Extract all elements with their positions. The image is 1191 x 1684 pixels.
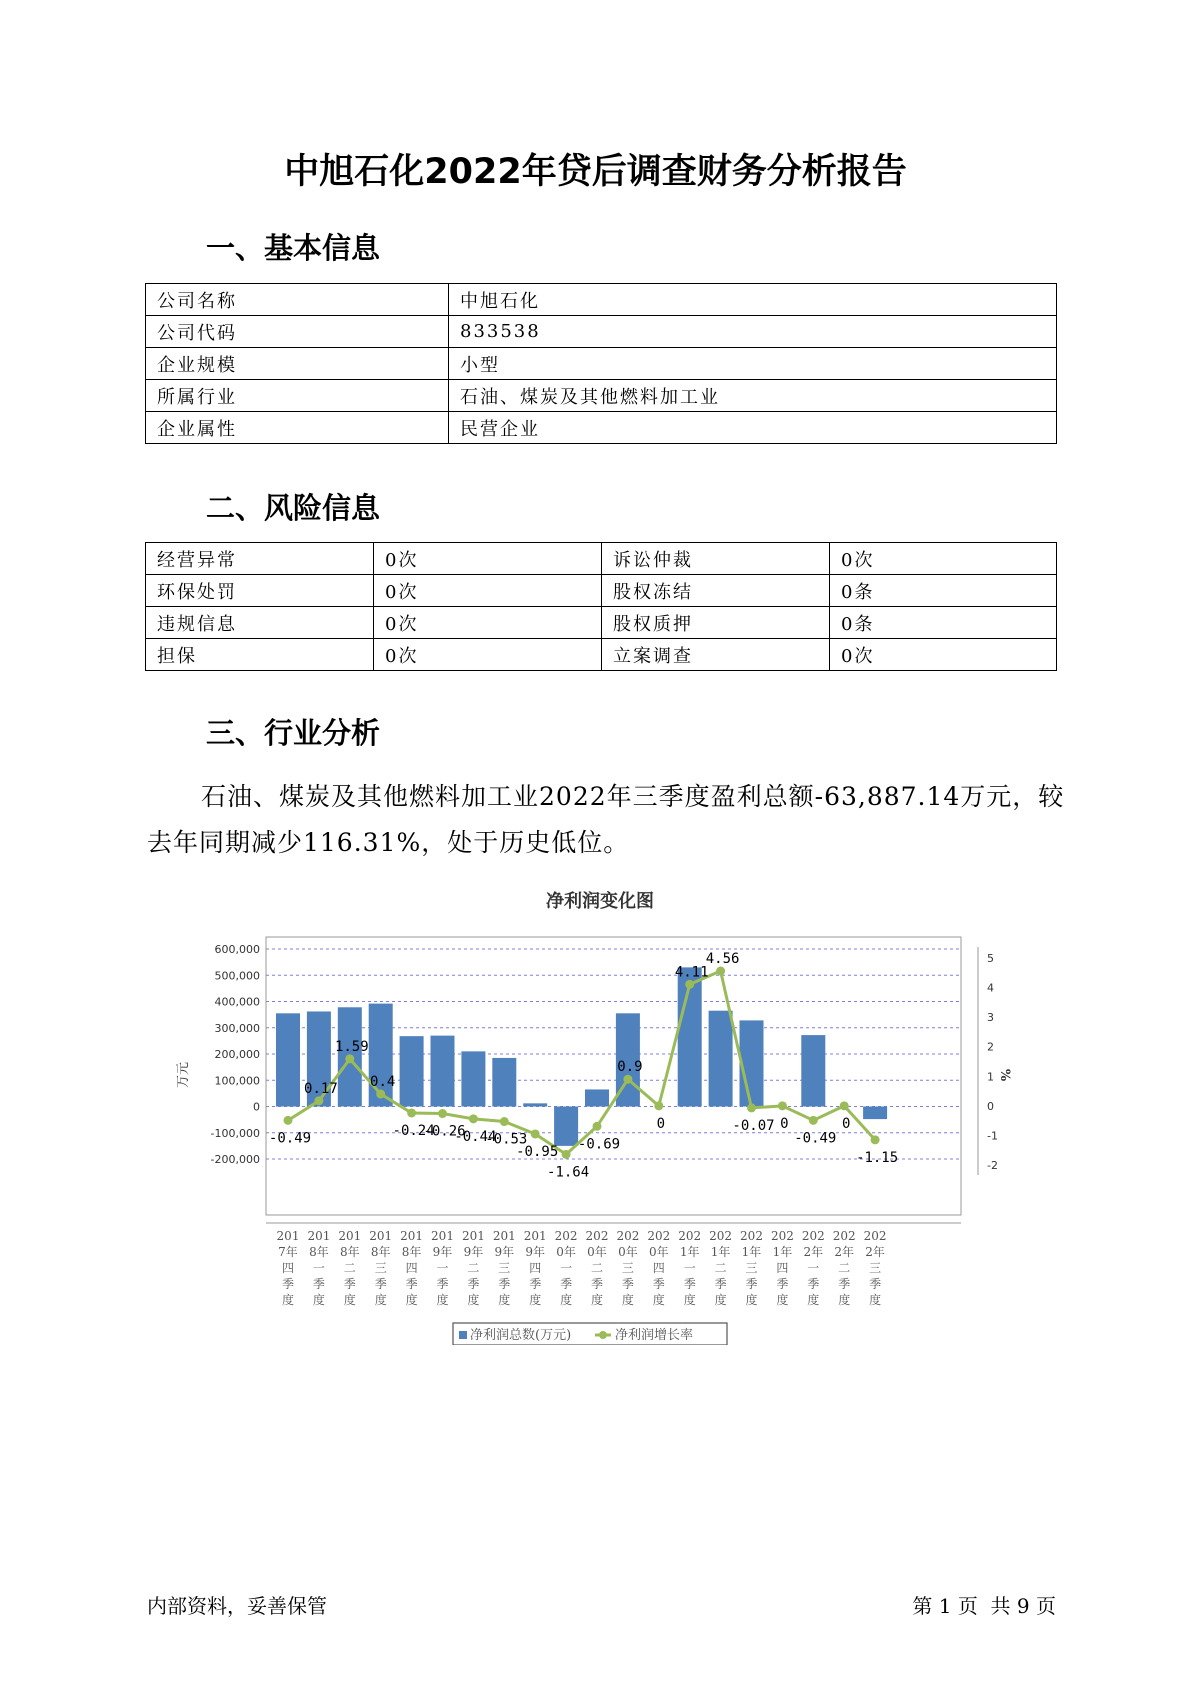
growth-rate-data-label: 0 [780, 1115, 789, 1132]
x-tick-label: 8年 [370, 1245, 391, 1259]
bar [740, 1020, 764, 1106]
x-tick-label: 一 [683, 1261, 696, 1275]
bar [492, 1058, 516, 1107]
risk-info-label: 环保处罚 [146, 575, 374, 607]
growth-rate-data-label: 1.59 [334, 1038, 369, 1055]
growth-rate-point [314, 1096, 323, 1105]
growth-rate-data-label: -0.24 [392, 1122, 435, 1139]
growth-rate-point [500, 1117, 509, 1126]
y-tick-label: 200,000 [214, 1048, 260, 1061]
x-tick-label: 1年 [710, 1245, 731, 1259]
basic-info-value: 833538 [449, 316, 1057, 348]
x-tick-label: 201 [276, 1229, 300, 1243]
growth-rate-point [778, 1101, 787, 1110]
x-tick-label: 8年 [309, 1245, 329, 1259]
x-tick-label: 201 [492, 1229, 516, 1243]
y-tick-label: -200,000 [210, 1153, 260, 1166]
left-axis-ticks [211, 943, 260, 1166]
y2-tick-label: 0 [987, 1099, 994, 1113]
y2-tick-label: -1 [987, 1129, 998, 1143]
industry-analysis-text: 石油、煤炭及其他燃料加工业2022年三季度盈利总额-63,887.14万元，较去年同期减少116.31%，处于历史低位。 [147, 782, 1065, 857]
x-tick-label: 9年 [463, 1245, 484, 1259]
y2-tick-label: 4 [987, 981, 994, 995]
x-tick-label: 季 [807, 1277, 820, 1291]
x-tick-label: 四 [529, 1261, 542, 1275]
growth-rate-point [407, 1108, 416, 1117]
x-tick-label: 季 [343, 1277, 356, 1291]
x-tick-label: 季 [498, 1277, 511, 1291]
x-tick-label: 二 [467, 1261, 480, 1275]
growth-rate-data-label: 4.11 [674, 964, 709, 981]
x-tick-label: 度 [281, 1293, 295, 1307]
bar [523, 1103, 547, 1106]
x-tick-label: 201 [307, 1229, 331, 1243]
x-tick-label: 度 [776, 1293, 789, 1307]
x-tick-label: 二 [838, 1261, 851, 1275]
footer-confidential: 内部资料，妥善保管 [147, 1594, 327, 1618]
x-tick-label: 202 [740, 1229, 763, 1243]
x-tick-label: 三 [745, 1261, 758, 1275]
x-tick-label: 季 [869, 1277, 882, 1291]
x-tick-label: 季 [436, 1277, 449, 1291]
section-heading-risk-info: 二、风险信息 [206, 491, 381, 525]
footer-page-number: 第 1 页 共 9 页 [912, 1594, 1056, 1618]
growth-rate-point [840, 1101, 849, 1110]
risk-info-value: 0次 [830, 639, 1057, 671]
x-tick-label: 二 [343, 1261, 356, 1275]
x-tick-label: 0年 [587, 1245, 607, 1259]
basic-info-value: 小型 [449, 348, 1057, 380]
growth-rate-point [809, 1116, 818, 1125]
x-tick-label: 度 [312, 1293, 325, 1307]
x-tick-label: 季 [714, 1277, 727, 1291]
y2-tick-label: 1 [987, 1070, 994, 1084]
risk-info-value: 0次 [374, 639, 602, 671]
x-tick-label: 8年 [339, 1245, 360, 1259]
x-tick-label: 度 [467, 1293, 480, 1307]
x-tick-label: 202 [801, 1229, 825, 1243]
x-tick-label: 度 [652, 1293, 665, 1307]
x-tick-label: 季 [652, 1277, 665, 1291]
x-tick-label: 201 [523, 1229, 547, 1243]
x-tick-label: 三 [374, 1261, 387, 1275]
growth-rate-data-label: -0.07 [732, 1117, 775, 1134]
basic-info-value: 民营企业 [449, 412, 1057, 444]
x-tick-label: 季 [590, 1277, 604, 1291]
x-tick-label: 202 [554, 1229, 578, 1243]
y-axis-label: 万元 [176, 1061, 191, 1089]
x-tick-label: 度 [560, 1293, 573, 1307]
y-tick-label: -100,000 [210, 1126, 260, 1140]
x-tick-label: 度 [343, 1293, 356, 1307]
x-tick-label: 季 [467, 1277, 480, 1291]
x-tick-label: 二 [590, 1261, 604, 1275]
x-tick-label: 度 [590, 1293, 604, 1307]
growth-rate-data-label: -1.64 [547, 1164, 590, 1181]
growth-rate-point [593, 1122, 602, 1131]
basic-info-label: 公司代码 [146, 316, 449, 348]
risk-info-value: 0条 [830, 575, 1057, 607]
basic-info-value: 石油、煤炭及其他燃料加工业 [449, 380, 1057, 412]
x-tick-label: 202 [709, 1229, 733, 1243]
y-tick-label: 500,000 [214, 969, 260, 983]
risk-info-label: 违规信息 [146, 607, 374, 639]
x-tick-label: 2年 [834, 1245, 855, 1259]
x-tick-label: 度 [838, 1293, 851, 1307]
x-tick-label: 四 [652, 1261, 665, 1275]
growth-rate-data-label: 0 [656, 1115, 666, 1132]
basic-info-label: 公司名称 [146, 284, 449, 316]
risk-info-table [145, 542, 1057, 671]
growth-rate-data-label: -0.44 [454, 1128, 497, 1145]
bar [863, 1107, 887, 1120]
basic-info-row [146, 380, 1057, 412]
growth-rate-point [531, 1129, 540, 1138]
x-tick-label: 度 [807, 1293, 820, 1307]
risk-info-row [146, 543, 1057, 575]
x-tick-label: 度 [498, 1293, 511, 1307]
x-tick-label: 度 [374, 1293, 387, 1307]
bar [554, 1107, 578, 1146]
x-tick-label: 度 [529, 1293, 542, 1307]
x-tick-label: 季 [683, 1277, 696, 1291]
legend-bar-label: 净利润总数(万元) [470, 1328, 572, 1343]
chart-title: 净利润变化图 [546, 891, 654, 912]
x-tick-label: 202 [863, 1229, 887, 1243]
y2-tick-label: 2 [987, 1040, 994, 1054]
growth-rate-point [438, 1109, 447, 1118]
x-tick-label: 季 [776, 1277, 789, 1291]
growth-rate-data-label: -0.49 [794, 1130, 837, 1147]
x-tick-label: 季 [374, 1277, 387, 1291]
basic-info-label: 所属行业 [146, 380, 449, 412]
x-tick-label: 202 [585, 1229, 609, 1243]
x-tick-label: 8年 [401, 1245, 422, 1259]
x-tick-label: 1年 [772, 1245, 793, 1259]
growth-rate-point [747, 1103, 756, 1112]
risk-info-row [146, 639, 1057, 671]
y2-axis-label: % [997, 1068, 1012, 1082]
y-tick-label: 400,000 [214, 995, 260, 1009]
x-tick-label: 季 [281, 1277, 295, 1291]
x-tick-label: 202 [832, 1229, 856, 1243]
x-tick-label: 9年 [494, 1245, 515, 1259]
x-tick-label: 202 [647, 1229, 671, 1243]
x-tick-label: 季 [560, 1277, 573, 1291]
bar [400, 1036, 424, 1106]
x-tick-label: 202 [678, 1229, 702, 1243]
x-tick-label: 201 [461, 1229, 485, 1243]
basic-info-table [145, 283, 1057, 444]
growth-rate-data-label: -0.95 [516, 1143, 559, 1160]
risk-info-label: 经营异常 [146, 543, 374, 575]
x-tick-label: 季 [312, 1277, 325, 1291]
risk-info-label: 股权冻结 [602, 575, 830, 607]
risk-info-label: 担保 [146, 639, 374, 671]
x-tick-label: 202 [616, 1229, 640, 1243]
y2-tick-label: 5 [987, 952, 994, 965]
growth-rate-point [685, 980, 694, 989]
growth-rate-point [716, 967, 725, 976]
bar [709, 1011, 733, 1107]
bar [801, 1035, 825, 1106]
growth-rate-data-label: -0.49 [268, 1130, 312, 1147]
growth-rate-data-label: 4.56 [705, 951, 740, 968]
growth-rate-data-label: 0.9 [617, 1059, 643, 1076]
y2-tick-label: 3 [987, 1011, 994, 1025]
x-tick-label: 201 [431, 1229, 454, 1243]
growth-rate-data-label: 0.4 [370, 1074, 396, 1091]
x-tick-label: 0年 [648, 1245, 669, 1259]
net-profit-chart [175, 885, 1015, 1345]
x-tick-label: 一 [436, 1261, 449, 1275]
x-tick-label: 季 [745, 1277, 758, 1291]
risk-info-value: 0次 [830, 543, 1057, 575]
x-tick-label: 季 [621, 1277, 634, 1291]
risk-info-label: 诉讼仲裁 [602, 543, 830, 575]
basic-info-row [146, 284, 1057, 316]
x-tick-label: 2年 [865, 1245, 885, 1259]
basic-info-label: 企业属性 [146, 412, 449, 444]
risk-info-value: 0次 [374, 607, 602, 639]
x-tick-label: 0年 [556, 1245, 576, 1259]
y-tick-label: 300,000 [214, 1021, 260, 1035]
x-tick-label: 7年 [278, 1245, 298, 1259]
section-heading-industry-analysis: 三、行业分析 [206, 716, 381, 750]
x-tick-label: 1年 [741, 1245, 762, 1259]
x-tick-label: 2年 [803, 1245, 824, 1259]
growth-rate-point [469, 1114, 478, 1123]
x-tick-label: 季 [529, 1277, 542, 1291]
x-tick-label: 度 [436, 1293, 449, 1307]
legend-line-label: 净利润增长率 [615, 1328, 694, 1343]
x-tick-label: 9年 [525, 1245, 546, 1259]
risk-info-value: 0次 [374, 543, 602, 575]
risk-info-row [146, 607, 1057, 639]
basic-info-value: 中旭石化 [449, 284, 1057, 316]
x-tick-label: 度 [869, 1293, 882, 1307]
x-tick-label: 季 [405, 1277, 418, 1291]
growth-rate-point [562, 1150, 571, 1159]
x-tick-label: 201 [400, 1229, 424, 1243]
growth-rate-point [345, 1054, 354, 1063]
growth-rate-data-label: -0.53 [485, 1131, 528, 1148]
x-tick-label: 201 [338, 1229, 362, 1243]
growth-rate-data-label: 0 [841, 1115, 851, 1132]
growth-rate-data-label: -1.15 [856, 1149, 899, 1166]
x-tick-label: 度 [621, 1293, 634, 1307]
basic-info-row [146, 412, 1057, 444]
chart-legend [453, 1323, 727, 1345]
industry-analysis-paragraph [147, 774, 1067, 866]
growth-rate-data-label: 0.17 [304, 1080, 338, 1097]
x-tick-label: 1年 [679, 1245, 700, 1259]
y-tick-label: 600,000 [214, 943, 260, 956]
x-tick-label: 四 [776, 1261, 789, 1275]
legend-bar-swatch [459, 1331, 467, 1339]
x-tick-label: 三 [498, 1261, 511, 1275]
x-tick-label: 季 [838, 1277, 851, 1291]
bar [276, 1013, 300, 1106]
page-title: 中旭石化2022年贷后调查财务分析报告 [284, 152, 907, 192]
x-tick-label: 202 [770, 1229, 794, 1243]
growth-rate-point [871, 1135, 880, 1144]
x-tick-label: 一 [807, 1261, 820, 1275]
x-tick-label: 四 [281, 1261, 295, 1275]
x-tick-label: 三 [869, 1261, 882, 1275]
risk-info-value: 0次 [374, 575, 602, 607]
growth-rate-point [376, 1090, 385, 1099]
growth-rate-point [654, 1101, 663, 1110]
risk-info-label: 股权质押 [602, 607, 830, 639]
x-tick-label: 0年 [618, 1245, 638, 1259]
x-tick-label: 度 [405, 1293, 418, 1307]
growth-rate-point [623, 1075, 632, 1084]
basic-info-label: 企业规模 [146, 348, 449, 380]
x-tick-label: 度 [745, 1293, 758, 1307]
growth-rate-point [284, 1116, 293, 1125]
x-tick-label: 度 [714, 1293, 727, 1307]
risk-info-value: 0条 [830, 607, 1057, 639]
section-heading-basic-info: 一、基本信息 [206, 231, 381, 265]
risk-info-row [146, 575, 1057, 607]
y2-tick-label: -2 [987, 1159, 998, 1172]
x-tick-label: 一 [312, 1261, 325, 1275]
basic-info-row [146, 348, 1057, 380]
x-tick-label: 二 [714, 1261, 727, 1275]
y-tick-label: 0 [253, 1100, 260, 1114]
bar [431, 1036, 455, 1107]
bar-series [276, 967, 887, 1146]
x-tick-label: 四 [405, 1261, 418, 1275]
y-tick-label: 100,000 [214, 1074, 260, 1088]
x-axis-ticks [266, 1223, 961, 1307]
bar [461, 1051, 485, 1106]
x-tick-label: 一 [560, 1261, 573, 1275]
x-tick-label: 9年 [432, 1245, 453, 1259]
growth-rate-data-label: -0.26 [423, 1123, 466, 1140]
right-axis-ticks [978, 947, 998, 1175]
growth-rate-data-label: -0.69 [577, 1136, 621, 1153]
x-tick-label: 201 [369, 1229, 393, 1243]
legend-line-marker [599, 1331, 607, 1339]
x-tick-label: 三 [621, 1261, 634, 1275]
bar [585, 1089, 609, 1106]
basic-info-row [146, 316, 1057, 348]
risk-info-label: 立案调查 [602, 639, 830, 671]
x-tick-label: 度 [683, 1293, 696, 1307]
